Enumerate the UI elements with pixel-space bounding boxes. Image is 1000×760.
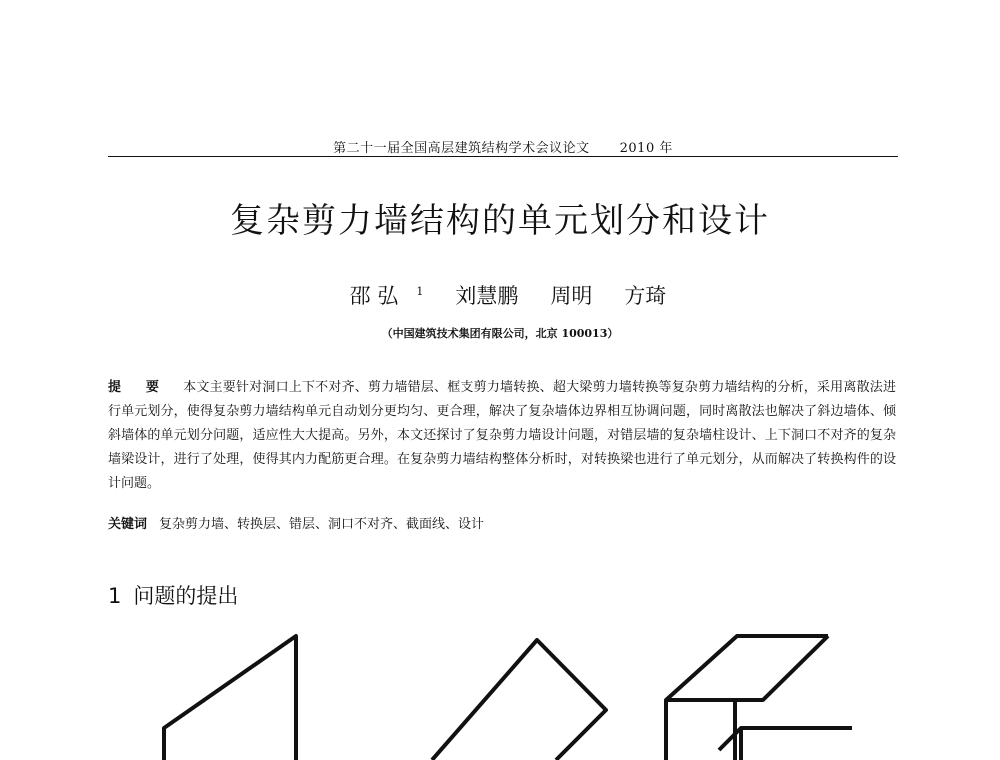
author: 邵 弘 $^1$ [349, 284, 424, 308]
abstract-text: 本文主要针对洞口上下不对齐、剪力墙错层、框支剪力墙转换、超大梁剪力墙转换等复杂剪力墙结构的分析，采用离散法进行单元划分，使得复杂剪力墙结构单元自动划分更均匀、更合理，解决了复杂墙体边界相互协调问题，同时离散法也解决了斜边墙体、倾斜墙体的单元划分问题，适应性大大提高。另外，本文还探讨了复杂剪力墙设计问题，对错层墙的复杂墙柱设计、上下洞口不对齐的复杂墙梁设计，进行了处理，使得其内力配筋更合理。在复杂剪力墙结构整体分析时，对转换梁也进行了单元划分，从而解决了转换构件的设计问题。 [108, 380, 896, 491]
header-rule [108, 156, 898, 157]
conference-name: 第二十一届全国高层建筑结构学术会议论文 [333, 141, 590, 156]
section-number: 1 [108, 584, 122, 608]
section-heading [108, 580, 238, 610]
affiliation: （中国建筑技术集团有限公司，北京 100013） [381, 327, 619, 340]
author: 周明 [550, 284, 593, 308]
section-title: 问题的提出 [133, 584, 239, 608]
figure-wall-shape-3 [666, 636, 852, 760]
author: 刘慧鹏 [455, 284, 519, 308]
figure-wall-shape-1 [164, 636, 296, 760]
conference-year: 2010 年 [619, 141, 673, 156]
keywords-text: 复杂剪力墙、转换层、错层、洞口不对齐、截面线、设计 [159, 517, 485, 532]
abstract [108, 376, 896, 496]
abstract-label: 提 要 [108, 380, 170, 395]
running-head [108, 137, 898, 156]
wall-figure [0, 620, 1000, 760]
figure-wall-shape-2 [432, 640, 606, 760]
paper-title: 复杂剪力墙结构的单元划分和设计 [230, 201, 770, 241]
author: 方琦 [624, 284, 667, 308]
author-list [0, 280, 1000, 310]
affiliation-mark: 1 [416, 285, 424, 298]
keywords [108, 513, 896, 537]
keywords-label: 关键词 [108, 517, 148, 532]
